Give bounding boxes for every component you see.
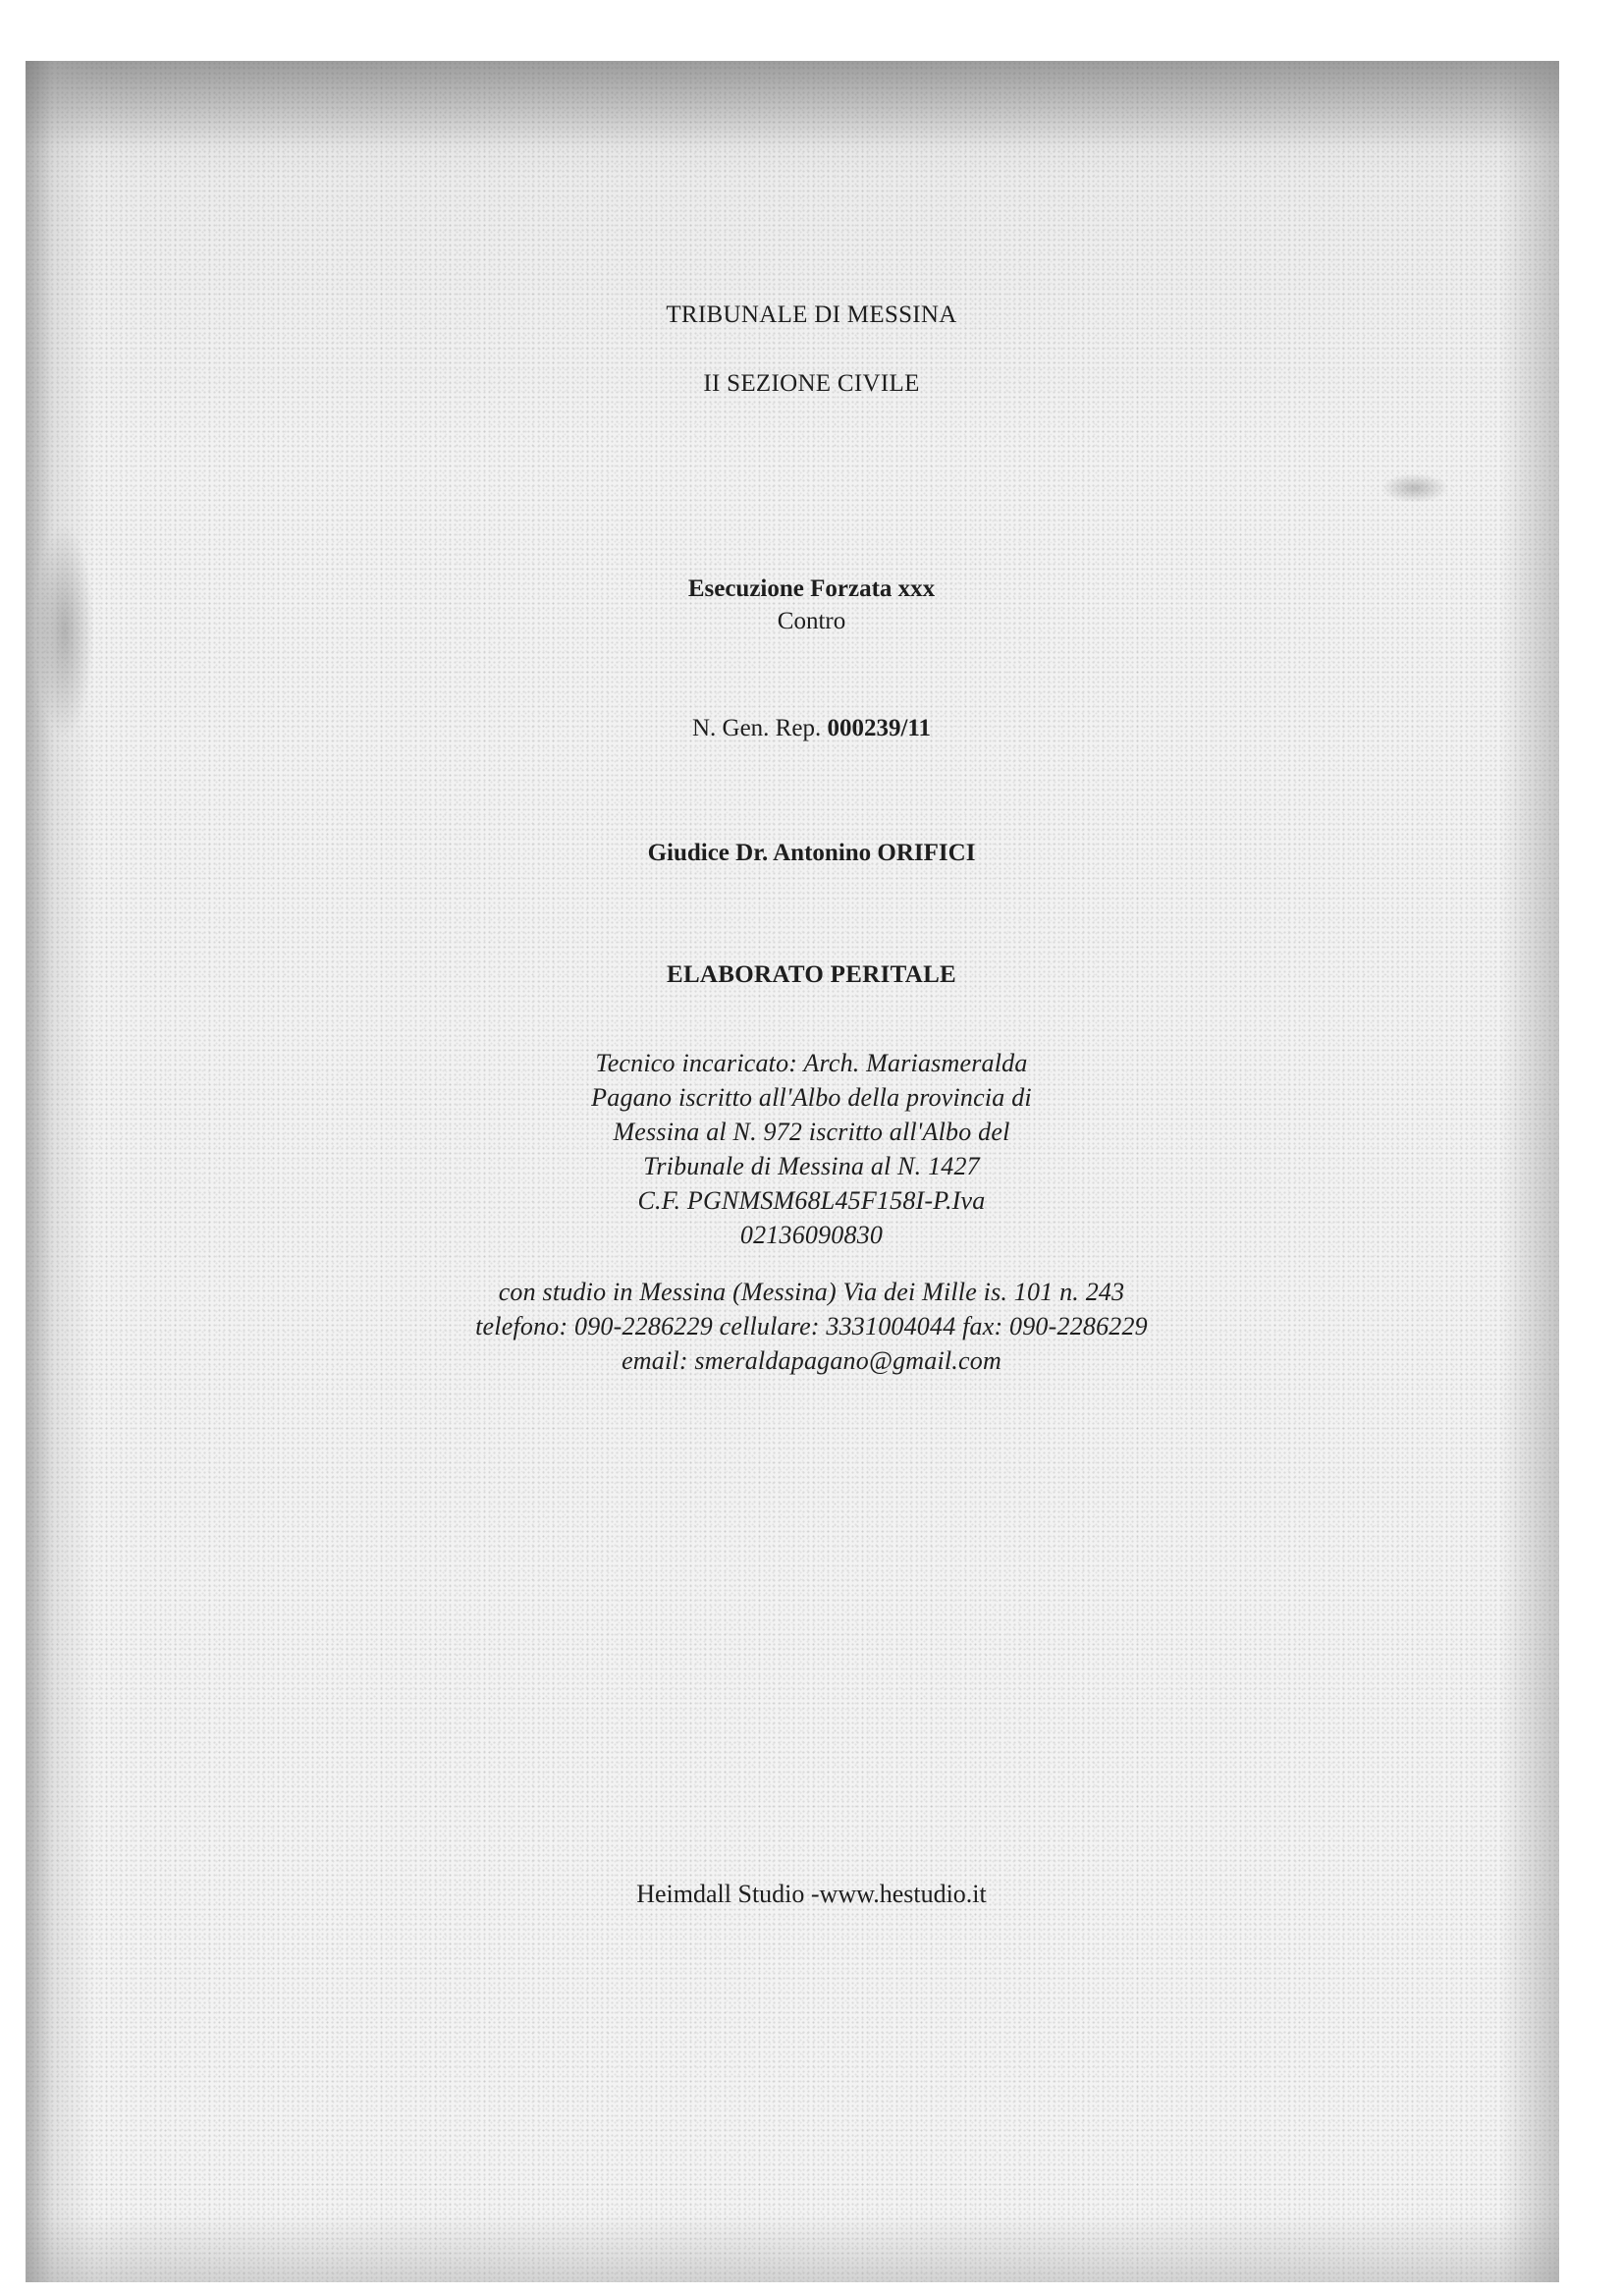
against-label: Contro (777, 608, 846, 634)
judge-name: Giudice Dr. Antonino ORIFICI (647, 840, 976, 866)
report-title: ELABORATO PERITALE (666, 961, 957, 988)
technician-line: 02136090830 (739, 1221, 884, 1249)
technician-line: Messina al N. 972 iscritto all'Albo del (613, 1118, 1010, 1146)
rep-label: N. Gen. Rep. (691, 715, 822, 741)
technician-line: Pagano iscritto all'Albo della provincia di (591, 1083, 1032, 1112)
execution-title: Esecuzione Forzata xxx (687, 575, 936, 602)
technician-line: Tecnico incaricato: Arch. Mariasmeralda (595, 1049, 1028, 1077)
scan-shadow-top (26, 61, 1559, 149)
scan-smudge (1380, 473, 1449, 503)
phone-numbers: telefono: 090-2286229 cellulare: 3331004044 fax: 090-2286229 (475, 1312, 1148, 1340)
rep-number-line (0, 716, 1623, 740)
technician-line: Tribunale di Messina al N. 1427 (643, 1152, 980, 1180)
studio-address: con studio in Messina (Messina) Via dei Mille is. 101 n. 243 (498, 1278, 1125, 1306)
footer-credit: Heimdall Studio -www.hestudio.it (636, 1880, 987, 1908)
scan-shadow-bottom (26, 2214, 1559, 2282)
court-name: TRIBUNALE DI MESSINA (666, 301, 957, 328)
section-name: II SEZIONE CIVILE (703, 370, 920, 397)
email-address: email: smeraldapagano@gmail.com (622, 1346, 1001, 1375)
rep-number: 000239/11 (827, 715, 932, 741)
technician-line: C.F. PGNMSM68L45F158I-P.Iva (637, 1186, 986, 1215)
